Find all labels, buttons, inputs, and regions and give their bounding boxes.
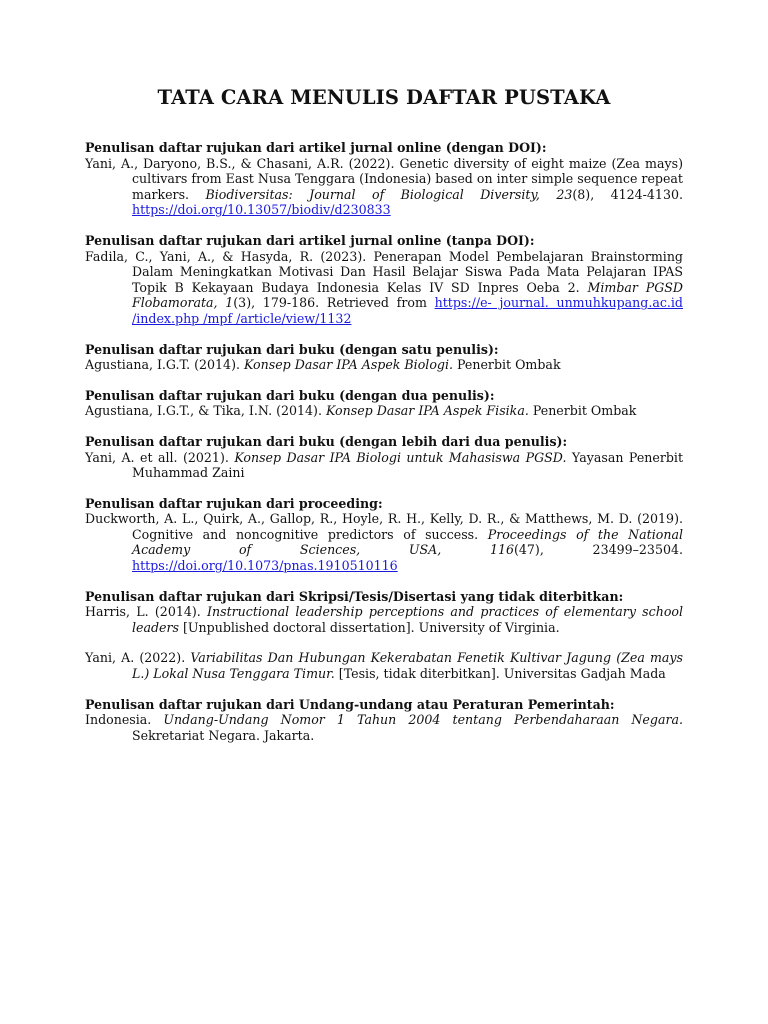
reference-text: [Tesis, tidak diterbitkan]. Universitas Gadjah Mada [334,666,666,682]
reference-section [85,496,683,574]
reference-text: (8), 4124-4130. [572,186,683,202]
reference-text: Harris, L. (2014). [85,604,208,620]
reference-italic-title: Konsep Dasar IPA Aspek Fisika. [325,403,529,419]
reference-entry [85,249,683,327]
reference-text: Duckworth, A. L., Quirk, A., Gallop, R., Hoyle, R. H., Kelly, D. R., & Matthews, M. D. (2019). Cognitive and noncognitive predictors of success. [85,511,683,542]
section-heading: Penulisan daftar rujukan dari Undang-undang atau Peraturan Pemerintah: [85,696,615,712]
reference-text: [Unpublished doctoral dissertation]. University of Virginia. [179,619,560,635]
reference-entry [85,511,683,573]
reference-entry [85,650,683,681]
reference-section [85,388,683,419]
reference-link[interactable]: https://doi.org/10.13057/biodiv/d230833 [132,202,391,218]
section-heading: Penulisan daftar rujukan dari buku (dengan satu penulis): [85,341,499,357]
section-heading: Penulisan daftar rujukan dari proceeding: [85,495,383,511]
reference-text: Yani, A. (2022). [85,650,191,666]
reference-text: Penerbit Ombak [453,357,561,373]
reference-text: Sekretariat Negara. Jakarta. [132,727,315,743]
page-title: TATA CARA MENULIS DAFTAR PUSTAKA [157,86,611,109]
reference-entry [85,450,683,481]
reference-section [85,589,683,682]
section-heading: Penulisan daftar rujukan dari buku (dengan lebih dari dua penulis): [85,433,568,449]
section-heading: Penulisan daftar rujukan dari Skripsi/Tesis/Disertasi yang tidak diterbitkan: [85,588,624,604]
reference-text: Yayasan Penerbit Muhammad Zaini [132,449,684,481]
reference-italic-title: Konsep Dasar IPA Biologi untuk Mahasiswa PGSD. [234,449,567,465]
reference-italic-title: Konsep Dasar IPA Aspek Biologi. [243,357,453,373]
reference-entry [85,712,683,743]
reference-text: Agustiana, I.G.T. (2014). [85,357,244,373]
reference-section [85,434,683,481]
section-heading: Penulisan daftar rujukan dari artikel jurnal online (tanpa DOI): [85,232,535,248]
reference-entry [85,357,683,373]
section-heading: Penulisan daftar rujukan dari artikel jurnal online (dengan DOI): [85,140,547,155]
reference-text: (3), 179-186. Retrieved from [233,295,435,311]
reference-italic-title: Mimbar PGSD Flobamorata, 1 [132,279,683,311]
reference-link[interactable]: https://e- journal. unmuhkupang.ac.id /index.php /mpf /article/view/1132 [132,295,683,326]
reference-text: Indonesia. [85,712,164,728]
reference-entry [85,156,683,218]
reference-entry [85,604,683,635]
reference-text: Fadila, C., Yani, A., & Hasyda, R. (2023). Penerapan Model Pembelajaran Brainstorming Dalam Meningkatkan Motivasi Dan Hasil Belajar Siswa Pada Mata Pelajaran IPAS Topik B Kekayaan Budaya Indonesia Kelas IV SD Inpres Oeba 2. [85,248,683,295]
reference-text: (47), 23499–23504. [513,542,683,558]
reference-text: Yani, A. et all. (2021). [85,449,235,465]
reference-text: Penerbit Ombak [528,403,637,419]
reference-entry [85,403,683,419]
reference-italic-title: Proceedings of the National Academy of Sciences, USA, 116 [132,526,683,558]
section-heading: Penulisan daftar rujukan dari buku (dengan dua penulis): [85,387,495,403]
reference-text: Yani, A., Daryono, B.S., & Chasani, A.R. (2022). Genetic diversity of eight maize (Zea mays) cultivars from East Nusa Tenggara (Indonesia) based on inter simple sequence repeat markers. [85,155,683,202]
reference-italic-title: Undang-Undang Nomor 1 Tahun 2004 tentang Perbendaharaan Negara. [163,712,683,728]
reference-section [85,697,683,744]
reference-section [85,233,683,327]
reference-text: Agustiana, I.G.T., & Tika, I.N. (2014). [85,403,326,419]
reference-content [85,140,683,758]
reference-italic-title: Instructional leadership perceptions and practices of elementary school leaders [132,604,684,635]
reference-italic-title: Variabilitas Dan Hubungan Kekerabatan Fenetik Kultivar Jagung (Zea mays L.) Lokal Nusa Tenggara Timur. [132,650,683,682]
reference-italic-title: Biodiversitas: Journal of Biological Diversity, 23 [205,186,573,202]
reference-section [85,342,683,373]
reference-link[interactable]: https://doi.org/10.1073/pnas.1910510116 [132,558,398,574]
reference-section [85,140,683,218]
